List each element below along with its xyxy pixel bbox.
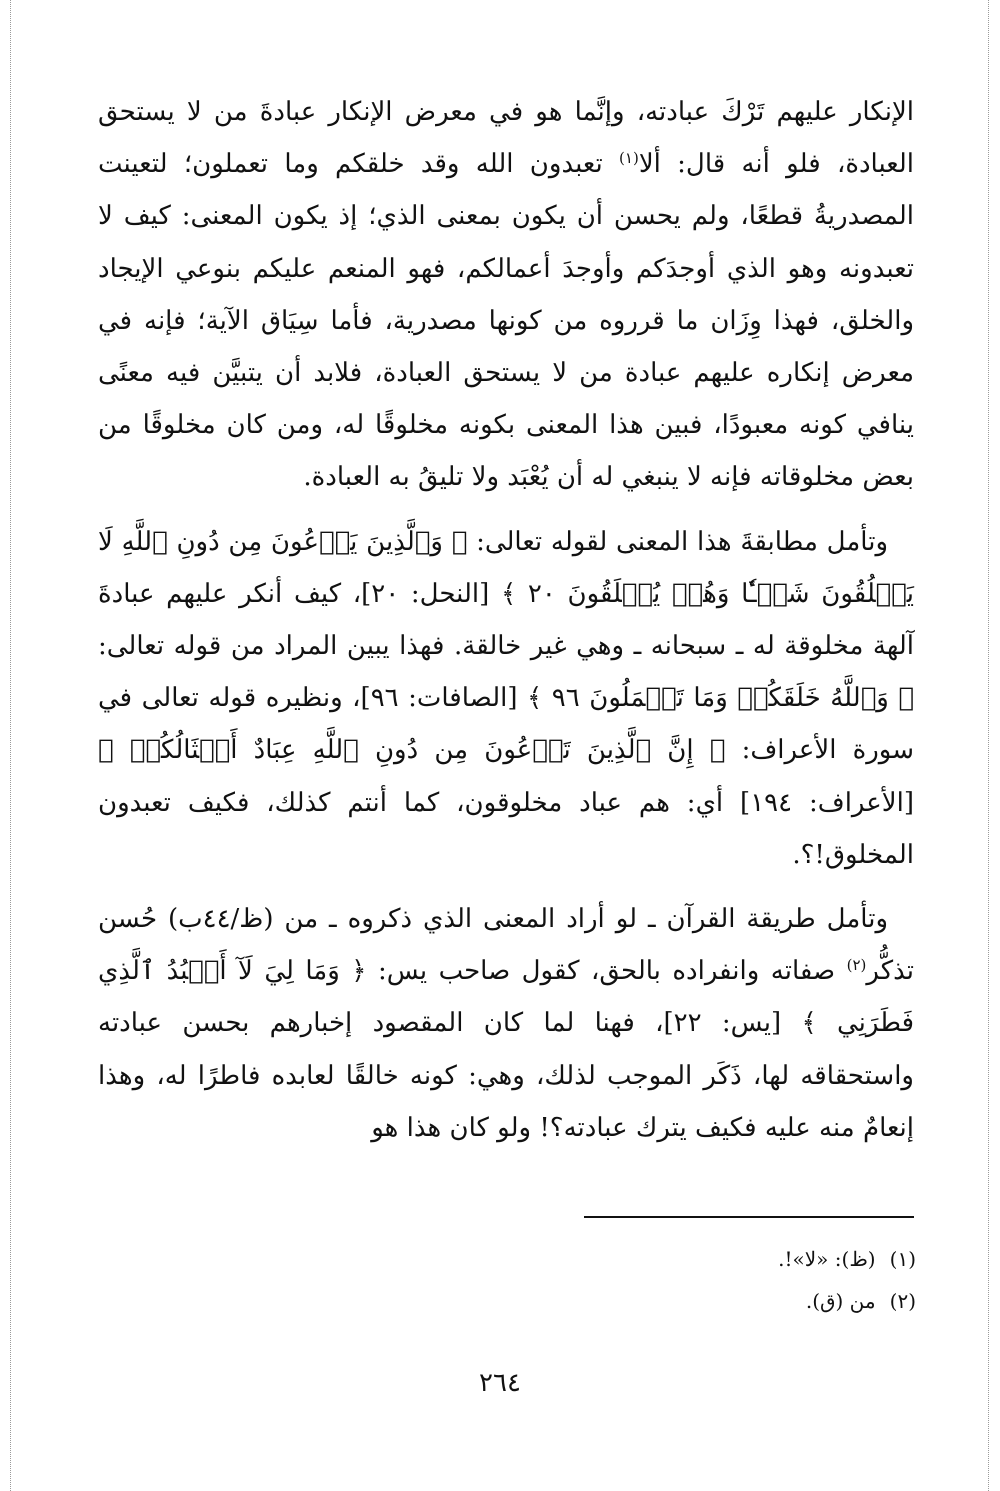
footnote-number: (٢) [889,1289,916,1313]
paragraph-3 [98,893,914,1154]
body-text [98,86,914,1154]
page-edge-left [10,0,11,1491]
footnote-ref-1: (١) [619,149,639,168]
footnote-number: (١) [889,1247,916,1271]
footnote-separator [584,1216,914,1218]
footnote-text: (ظ): «لا»!. [778,1247,876,1271]
footnote-text: من (ق). [805,1289,876,1313]
page-number: ٢٦٤ [479,1368,521,1398]
paragraph-2 [98,516,914,881]
text-segment: صفاته وانفراده بالحق، كقول صاحب يس: ﴿ وَمَا لِيَ لَآ أَعۡبُدُ ٱلَّذِي فَطَرَنِي ﴾ [يس: ٢٢]، فهنا لما كان المقصود إخبارهم بحسن عبادته واستحقاقه لها، ذَكَر الموجب لذلك، وهي: كونه خالقًا لعابده فاطرًا له، وهذا إنعامٌ منه عليه فكيف يترك عبادته؟! ولو كان هذا هو [98,956,915,1143]
text-segment: وتأمل طريقة القرآن ـ لو أراد المعنى الذي ذكروه ـ من (ظ/٤٤ب) حُسن تذكُّر [98,904,914,987]
text-segment: وتأمل مطابقةَ هذا المعنى لقوله تعالى: ﴿ وَٱلَّذِينَ يَدۡعُونَ مِن دُونِ ٱللَّهِ لَا يَخۡلُقُونَ شَيۡـٔٗا وَهُمۡ يُخۡلَقُونَ ٢٠ ﴾ [النحل: ٢٠]، كيف أنكر عليهم عبادةَ آلهة مخلوقة له ـ سبحانه ـ وهي غير خالقة. فهذا يبين المراد من قوله تعالى: ﴿ وَٱللَّهُ خَلَقَكُمۡ وَمَا تَعۡمَلُونَ ٩٦ ﴾ [الصافات: ٩٦]، ونظيره قوله تعالى في سورة الأعراف: ﴿ إِنَّ ٱلَّذِينَ تَدۡعُونَ مِن دُونِ ٱللَّهِ عِبَادٌ أَمۡثَالُكُمۡ ﴾ [الأعراف: ١٩٤] أي: هم عباد مخلوقون، كما أنتم كذلك، فكيف تعبدون المخلوق!؟. [98,526,914,870]
text-segment: الإنكار عليهم تَرْكَ عبادته، وإنَّما هو في معرض الإنكار عبادةَ من لا يستحق العبادة، فلو أنه قال: ألا [98,97,914,180]
footnotes [778,1238,916,1322]
footnote-1 [778,1238,916,1280]
footnote-2 [778,1280,916,1322]
paragraph-1 [98,86,914,504]
text-segment: تعبدون الله وقد خلقكم وما تعملون؛ لتعينت المصدريةُ قطعًا، ولم يحسن أن يكون بمعنى الذي؛ إذ يكون المعنى: كيف لا تعبدونه وهو الذي أوجدَكم وأوجدَ أعمالكم، فهو المنعم عليكم بنوعي الإيجاد والخلق، فهذا وِزَان ما قرروه من كونها مصدرية، فأما سِيَاق الآية؛ فإنه في معرض إنكاره عليهم عبادة من لا يستحق العبادة، فلابد أن يتبيَّن فيه معنًى ينافي كونه معبودًا، فبين هذا المعنى بكونه مخلوقًا له، ومن كان مخلوقًا من بعض مخلوقاته فإنه لا ينبغي له أن يُعْبَد ولا تليقُ به العبادة. [98,149,914,493]
page-edge-right [988,0,989,1491]
footnote-ref-2: (٢) [846,956,867,975]
